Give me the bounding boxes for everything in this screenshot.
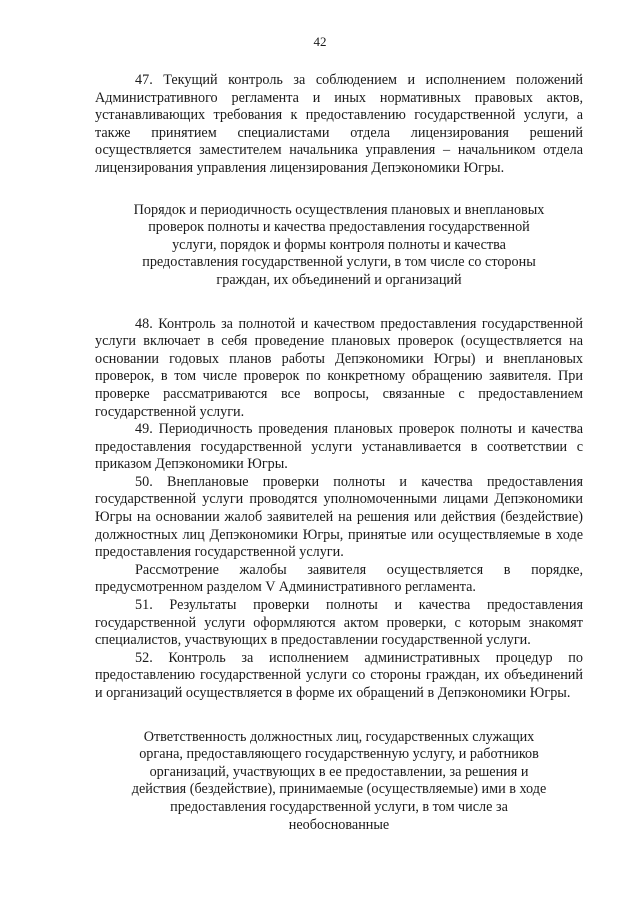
paragraph-48: 48. Контроль за полнотой и качеством предоставления государственной услуги включает в себя проведение плановых проверок (осуществляется на основании годовых планов работы Депэкономики Югры) и внеплановых проверок, в том числе проверок по конкретному обращению заявителя. При проверке рассматриваются все вопросы, связанные с предоставлением государственной услуги. <box>95 315 583 420</box>
section-heading-control <box>95 202 583 290</box>
section-heading-control-text: Порядок и периодичность осуществления плановых и внеплановых проверок полноты и качества предоставления государственной услуги, порядок и формы контроля полноты и качества предоставления государственной услуги, в том числе со стороны граждан, их объединений и организаций <box>133 201 545 288</box>
section-heading-responsibility <box>95 729 583 835</box>
paragraph-50: 50. Внеплановые проверки полноты и качества предоставления государственной услуги проводятся уполномоченными лицами Депэкономики Югры на основании жалоб заявителей на решения или действия (бездействие) должностных лиц Депэкономики Югры, принятые или осуществляемые в ходе предоставления государственной услуги. <box>95 473 583 561</box>
document-body <box>95 72 583 834</box>
paragraph-47: 47. Текущий контроль за соблюдением и исполнением положений Административного регламента и иных нормативных правовых актов, устанавливающих требования к предоставлению государственной услуги, а также принятием специалистами отдела лицензирования решений осуществляется заместителем начальника управления – начальником отдела лицензирования управления лицензирования Депэкономики Югры. <box>95 72 583 176</box>
paragraph-49: 49. Периодичность проведения плановых проверок полноты и качества предоставления государственной услуги устанавливается в соответствии с приказом Депэкономики Югры. <box>95 421 583 473</box>
section-heading-responsibility-text: Ответственность должностных лиц, государственных служащих органа, предоставляющего государственную услугу, и работников организаций, участвующих в ее предоставлении, за решения и действия (бездействие), принимаемые (осуществляемые) ими в ходе предоставления государственной услуги, в том числе за необоснованные <box>131 728 547 833</box>
page-number: 42 <box>313 34 327 49</box>
paragraph-50-complaint: Рассмотрение жалобы заявителя осуществляется в порядке, предусмотренном разделом V Административного регламента. <box>95 561 583 596</box>
paragraph-51: 51. Результаты проверки полноты и качества предоставления государственной услуги оформляются актом проверки, с которым знакомят специалистов, участвующих в предоставлении государственной услуги. <box>95 597 583 649</box>
paragraph-52: 52. Контроль за исполнением административных процедур по предоставлению государственной услуги со стороны граждан, их объединений и организаций осуществляется в форме их обращений в Депэкономики Югры. <box>95 649 583 701</box>
